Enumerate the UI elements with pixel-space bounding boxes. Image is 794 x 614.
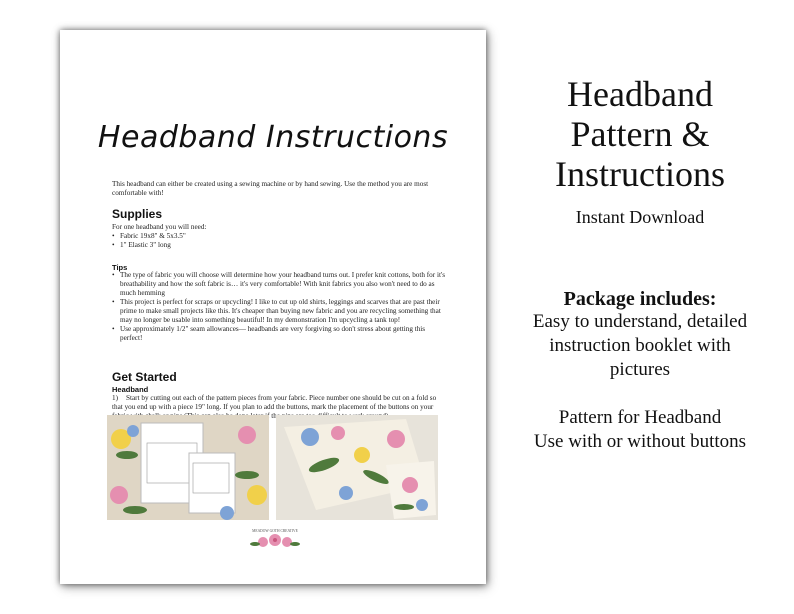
get-started-heading: Get Started	[112, 370, 177, 384]
photo-illustration	[276, 415, 438, 520]
promo-subtitle: Instant Download	[575, 207, 705, 227]
package-line: instruction booklet with	[549, 335, 731, 356]
tips-list	[112, 271, 447, 343]
promo-title-line: Pattern &	[570, 114, 710, 154]
headband-subheading: Headband	[112, 385, 149, 394]
promo-title-line: Headband	[567, 74, 713, 114]
pattern-description	[500, 406, 780, 454]
photo-illustration	[107, 415, 269, 520]
package-heading: Package includes:	[563, 288, 717, 310]
list-item: • Fabric 19x8" & 5x3.5"	[112, 232, 442, 241]
package-line: Easy to understand, detailed	[532, 311, 748, 332]
promo-title-line: Instructions	[555, 154, 725, 194]
list-item: • Use approximately 1/2" seam allowances— headbands are very forgiving so don't stress about getting this perfect!	[112, 325, 447, 343]
pattern-line: Use with or without buttons	[533, 431, 747, 452]
logo-text: MEADOW GOTH CREATIVE	[252, 529, 298, 533]
supplies-list	[112, 232, 442, 250]
pattern-line: Pattern for Headband	[558, 407, 722, 428]
list-item: • 1" Elastic 3" long	[112, 241, 442, 250]
step-number: 1)	[112, 394, 118, 402]
package-line: pictures	[609, 359, 671, 380]
list-item: • This project is perfect for scraps or upcycling! I like to cut up old shirts, leggings and scarves that are past their prime to make small projects like this. It's cheaper than buying new fabric and you are recycling something that may no longer be usable into something beautiful! In my demonstration I'm upcycling a tank top!	[112, 298, 447, 325]
floral-logo-icon	[245, 526, 305, 552]
page-title: Headband Instructions	[97, 120, 449, 155]
photo-cut-fabric	[276, 415, 438, 520]
intro-text: This headband can either be created using a sewing machine or by hand sewing. Use the method you are most comfortable with!	[112, 180, 429, 197]
promo-title	[500, 74, 780, 194]
brand-logo	[245, 526, 305, 552]
photo-pattern-pieces	[107, 415, 269, 520]
package-description	[500, 310, 780, 382]
supplies-heading: Supplies	[112, 207, 163, 221]
list-item: • The type of fabric you will choose will determine how your headband turns out. I prefer knit cottons, both for it's breathability and how the soft fabric is… it's very comfortable! With knit fabrics you also won't need to do as much hemming	[112, 271, 447, 298]
instruction-page-preview	[60, 30, 486, 584]
tips-heading: Tips	[112, 263, 128, 272]
step-text: Start by cutting out each of the pattern pieces from your fabric. Piece number one should be cut on a fold so that you end up with a piece 19" long. If you plan to add the buttons, mark the placement of the buttons on your	[112, 394, 437, 411]
supplies-lead: For one headband you will need:	[112, 223, 207, 231]
